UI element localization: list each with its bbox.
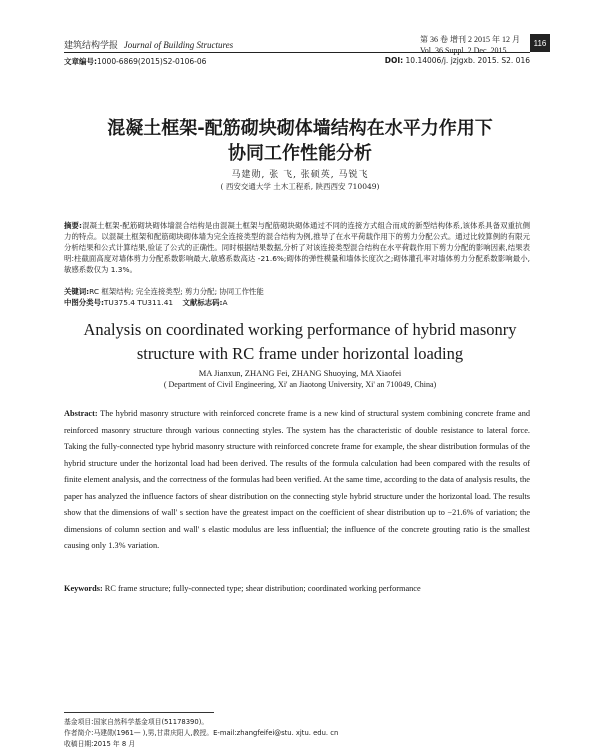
article-meta-row (64, 56, 530, 67)
page-number-badge: 116 (530, 34, 550, 52)
english-abstract-label: Abstract: (64, 409, 98, 418)
chinese-authors: 马建勋, 张 飞, 张硕英, 马锐飞 (231, 170, 369, 180)
english-keywords: Keywords: RC frame structure; fully-connected type; shear distribution; coordinated working performance (64, 584, 421, 593)
journal-header-left (64, 38, 233, 51)
footnote-fund: 基金项目:国家自然科学基金项目(51178390)。 (64, 718, 209, 726)
chinese-affiliation: ( 西安交通大学 土木工程系, 陕西西安 710049) (220, 182, 380, 191)
english-title-line-1: Analysis on coordinated working performance of hybrid masonry (83, 320, 517, 339)
journal-name-cn: 建筑结构学报 (64, 41, 119, 51)
footnote-received: 收稿日期:2015 年 8 月 (64, 740, 136, 748)
chinese-abstract-text: 混凝土框架-配筋砌块砌体墙混合结构是由混凝土框架与配筋砌块砌体通过不同的连接方式组合而成的新型结构体系,该体系具备双重抗侧力的特点。以混凝土框架和配筋砌块砌体墙为完全连接类型的混合结构为例,推导了在水平荷载作用下的剪力分配公式。通过比较算例的有限元分析结果和公式计算结果,验证了公式的正确性。同时根据结果数据,分析了对该连接类型混合结构在水平荷载作用下剪力分配的影响因素,结果表明:柱截面高度对墙体剪力分配系数影响最大,敏感系数高达 -21.6%;砌体的弹性模量和墙体长度次之;砌体灌孔率对墙体剪力分配系数影响最小,敏感系数仅为 1.3%。 (64, 221, 530, 274)
english-abstract-text: The hybrid masonry structure with reinforced concrete frame is a new kind of structural system combining concrete frame and reinforced masonry structure through various connecting styles. The system has the characteristic of double resistance to lateral force. Taking the fully-connected type hybrid masonry structure with reinforced concrete frame for example, the shear distribution formulas of the hybrid structure under the horizontal load had been derived. The results of the formula calculation had been compared with the results of finite element analysis, and the correctness of the formulas had been verified. At the same time, according to the data of analysis results, the paper has analyzed the influence factors of shear distribution on the connecting style hybrid structure under the horizontal load. The results show that the dimensions of wall' s section have the greatest impact on the coefficient of shear distribution up to −21.6% of variation; the dimensions of column section and wall' s elastic modulus are less influential; the influence of the concrete grouting ratio is the smallest causing only 1.3% variation. (64, 409, 530, 550)
chinese-title (40, 116, 560, 166)
chinese-title-line-1: 混凝土框架-配筋砌块砌体墙结构在水平力作用下 (107, 118, 493, 139)
article-number: 文章编号:1000-6869(2015)S2-0106-06 (64, 57, 207, 66)
english-affiliation: ( Department of Civil Engineering, Xi' an Jiaotong University, Xi' an 710049, China) (163, 380, 437, 389)
chinese-abstract (64, 220, 530, 275)
doi: DOI: 10.14006/j. jzjgxb. 2015. S2. 016 (384, 56, 530, 65)
english-abstract (64, 406, 530, 555)
english-title-line-2: structure with RC frame under horizontal loading (136, 344, 464, 363)
footnote-author: 作者简介:马建勋(1961— ),男,甘肃庆阳人,教授。E-mail:zhangfeifei@stu. xjtu. edu. cn (64, 729, 339, 737)
volume-line-cn: 第 36 卷 增刊 2 2015 年 12 月 (420, 35, 520, 44)
volume-line-en: Vol. 36 Suppl. 2 Dec. 2015 (420, 46, 507, 55)
chinese-abstract-label: 摘要: (64, 221, 82, 230)
english-authors: MA Jianxun, ZHANG Fei, ZHANG Shuoying, MA Xiaofei (198, 368, 402, 378)
classification-row: 中图分类号:TU375.4 TU311.41 文献标志码:A (64, 298, 228, 307)
header-rule (64, 52, 530, 53)
footnote-rule (64, 712, 214, 713)
english-title (40, 318, 560, 366)
chinese-title-line-2: 协同工作性能分析 (228, 143, 372, 164)
chinese-keywords: 关键词:RC 框架结构; 完全连接类型; 剪力分配; 协同工作性能 (64, 287, 264, 296)
journal-name-en: Journal of Building Structures (123, 40, 234, 50)
